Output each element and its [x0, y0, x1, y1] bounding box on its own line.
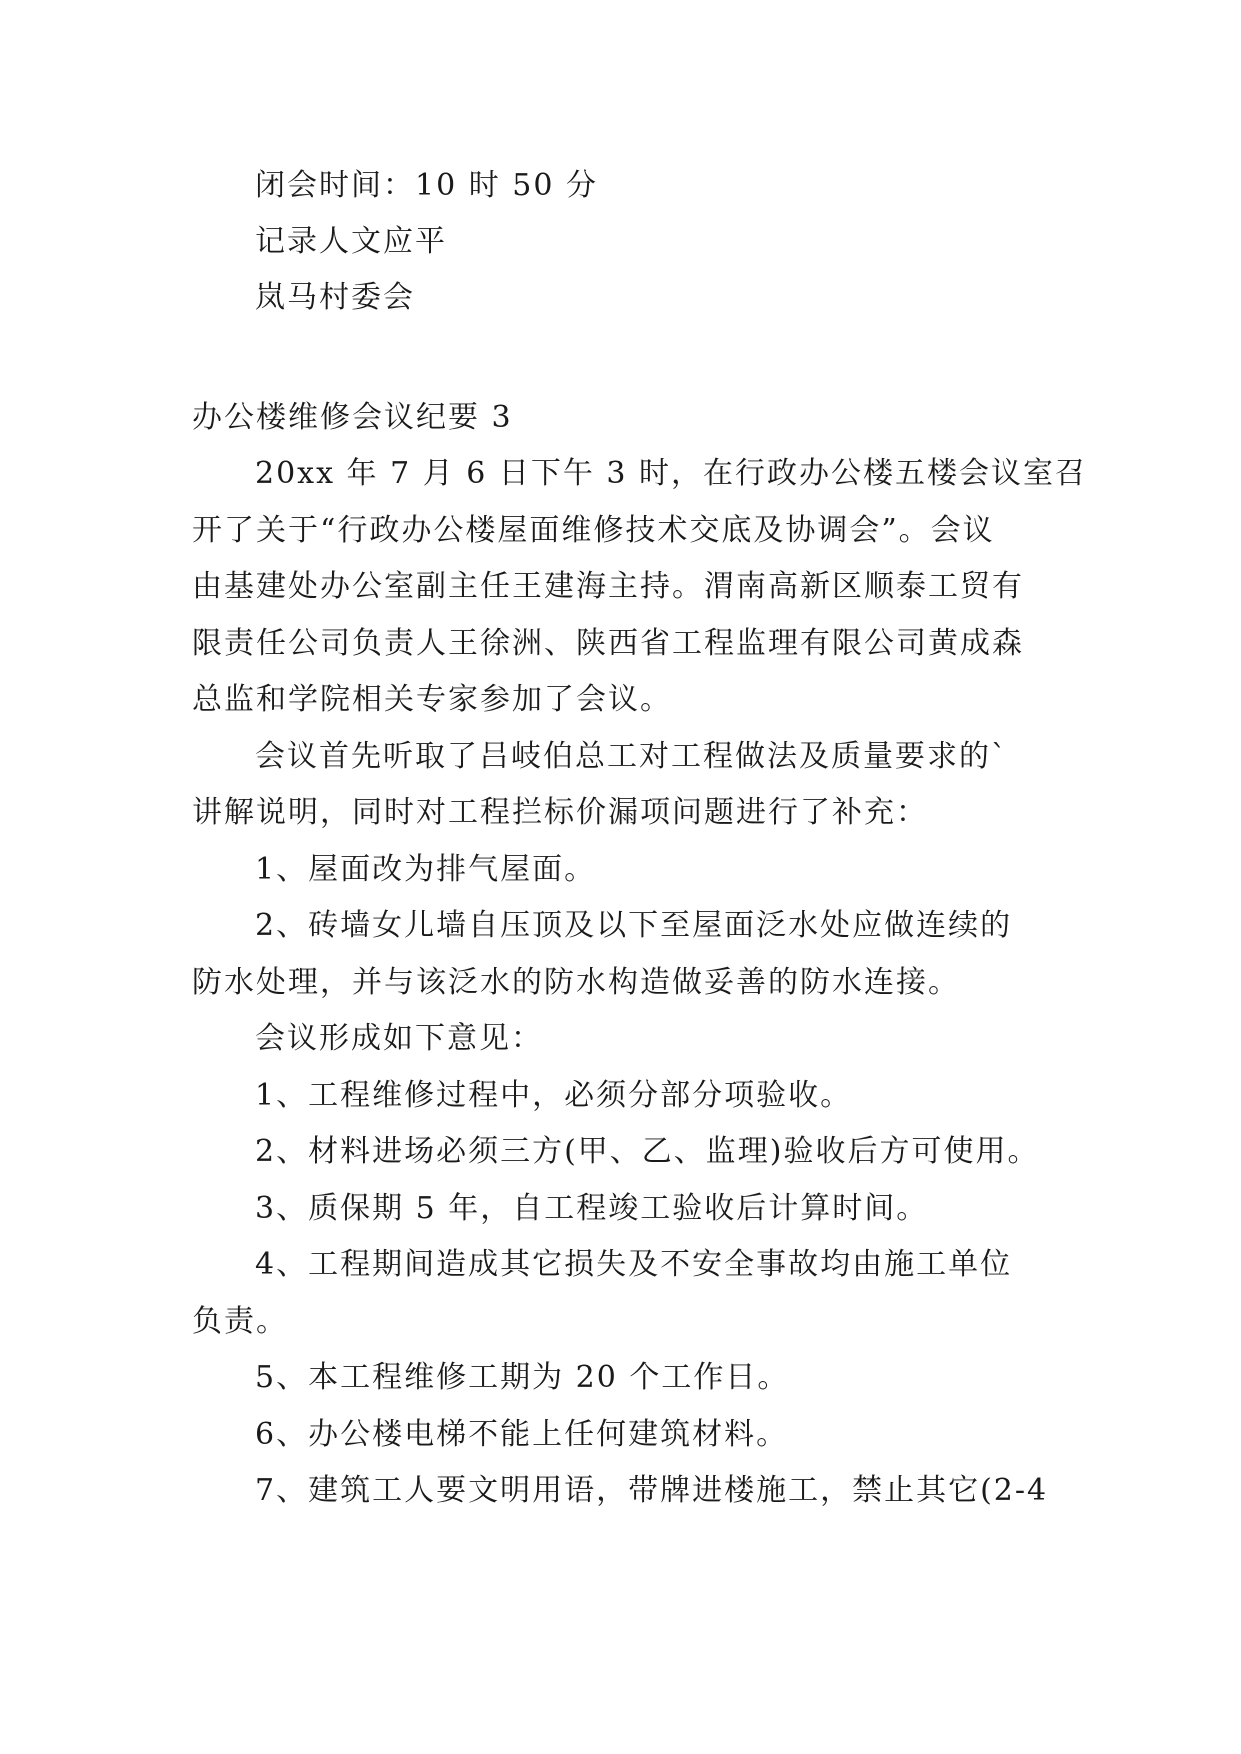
list-item: 2、材料进场必须三方(甲、乙、监理)验收后方可使用。: [255, 1134, 1040, 1169]
paragraph-line: 20xx 年 7 月 6 日下午 3 时，在行政办公楼五楼会议室召: [255, 456, 1088, 491]
list-item-continuation: 防水处理，并与该泛水的防水构造做妥善的防水连接。: [192, 965, 960, 1000]
list-item: 1、工程维修过程中，必须分部分项验收。: [255, 1078, 853, 1113]
list-item: 4、工程期间造成其它损失及不安全事故均由施工单位: [255, 1247, 1013, 1282]
list-item: 2、砖墙女儿墙自压顶及以下至屋面泛水处应做连续的: [255, 908, 1013, 943]
list-item: 5、本工程维修工期为 20 个工作日。: [255, 1360, 790, 1395]
opinion-intro: 会议形成如下意见：: [255, 1021, 543, 1056]
closing-time: 闭会时间：10 时 50 分: [255, 168, 598, 203]
list-item-continuation: 负责。: [192, 1304, 288, 1339]
organization: 岚马村委会: [255, 280, 415, 315]
list-item: 6、办公楼电梯不能上任何建筑材料。: [255, 1417, 789, 1452]
paragraph-line: 讲解说明，同时对工程拦标价漏项问题进行了补充：: [192, 795, 928, 830]
paragraph-line: 由基建处办公室副主任王建海主持。渭南高新区顺泰工贸有: [192, 569, 1024, 604]
list-item: 1、屋面改为排气屋面。: [255, 852, 597, 887]
paragraph-line: 限责任公司负责人王徐洲、陕西省工程监理有限公司黄成森: [192, 626, 1024, 661]
list-item: 7、建筑工人要文明用语，带牌进楼施工，禁止其它(2-4: [255, 1473, 1049, 1508]
recorder: 记录人文应平: [255, 224, 447, 259]
paragraph-line: 开了关于“行政办公楼屋面维修技术交底及协调会”。会议: [192, 513, 995, 548]
paragraph-line: 会议首先听取了吕岐伯总工对工程做法及质量要求的`: [255, 739, 1008, 774]
section-title: 办公楼维修会议纪要 3: [192, 400, 513, 435]
paragraph-line: 总监和学院相关专家参加了会议。: [192, 682, 672, 717]
list-item: 3、质保期 5 年，自工程竣工验收后计算时间。: [255, 1191, 929, 1226]
